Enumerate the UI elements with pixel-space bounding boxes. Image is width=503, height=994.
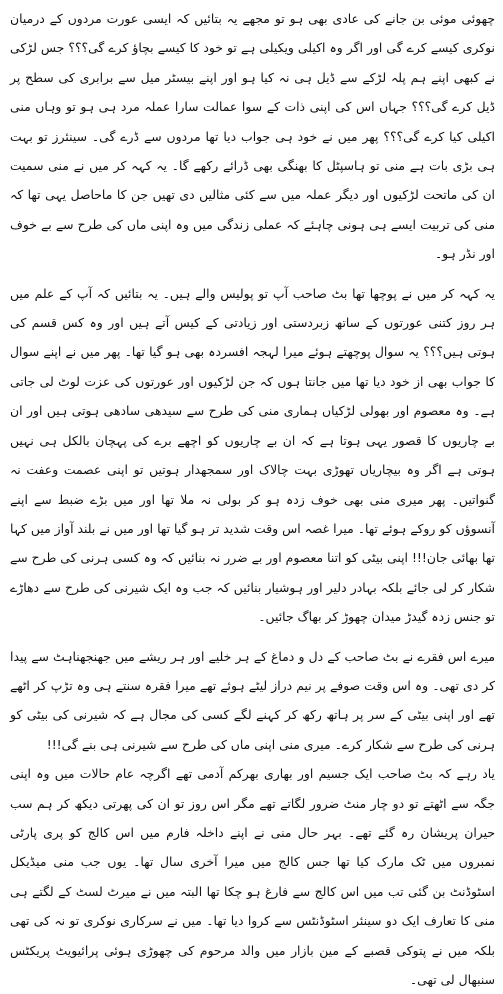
paragraph-gap	[10, 269, 495, 279]
paragraph-4: یاد رہے کہ بٹ صاحب ایک جسیم اور بھاری بھرکم آدمی تھے اگرچہ عام حالات میں وہ اپنی جگہ سے اٹھتے تو دو چار منٹ ضرور لگاتے تھے مگر اس روز تو ان کی پھرتی دیکھ کر ہم سب حیران پریشان رہ گئے تھے۔ بہر حال منی نے اپنے داخلہ فارم میں اس کالج کو پری پارٹی نمبروں میں ٹک مارک کیا تھا جس کالج میں میرا آخری سال تھا۔ یوں جب منی میڈیکل اسٹوڈنٹ بن گئی تب میں اس کالج سے فارغ ہو چکا تھا البتہ میں نے میرٹ لسٹ کے لگتے ہی منی کا تعارف ایک دو سینئر اسٹوڈنٹس سے کروا دیا تھا۔ میں نے سرکاری نوکری تو نہ کی تھی بلکہ میں نے پتوکی قصبے کے مین بازار میں والد مرحوم کی چھوڑی ہوئی پرائیویٹ پریکٹس سنبھال لی تھی۔	[10, 766, 495, 987]
paragraph-1: چھوئی موئی بن جانے کی عادی بھی ہو تو مجھے یہ بتائیں کہ ایسی عورت مردوں کے درمیان نوکری کیسے کرے گی اور اگر وہ اکیلی ویکیلی ہے تو خود کا کیسے بچاؤ کرے گی؟؟؟ جس لڑکی نے کبھی اپنے ہم پلہ لڑکے سے ڈیل ہی نہ کیا ہو اور اپنے بیسٹر میل سے برابری کی سطح پر ڈیل کرے گی؟؟؟ جہاں اس کی اپنی ذات کے سوا عمالت سارا عملہ مرد ہی ہو تو وہاں منی اکیلی کیا کرے گی؟؟؟ پھر میں نے خود ہی جواب دیا تھا مردوں سے ڈرے گی۔ سینئرز تو بہت ہی بڑی بات ہے منی تو ہاسپٹل کا بھنگی بھی ڈرائے رکھے گا۔ یہ کہہ کر میں نے منی سمیت ان کی ماتحت لڑکیوں اور دیگر عملہ میں سے کئی مثالیں دی تھیں جن کا ماحاصل یہی تھا کہ منی کی تربیت ایسے ہی ہونی چاہئے کہ عملی زندگی میں وہ اپنی ماں کی طرح سے بے خوف اور نڈر ہو۔	[10, 11, 495, 262]
paragraph-2: یہ کہہ کر میں نے پوچھا تھا بٹ صاحب آپ تو پولیس والے ہیں۔ یہ بتائیں کہ آپ کے علم میں ہر روز کتنی عورتوں کے ساتھ زبردستی اور زیادتی کے کیس آتے ہیں اور وہ کس قسم کی ہوتی ہیں؟؟؟ یہ سوال پوچھتے ہوئے میرا لہجہ افسردہ بھی ہو گیا تھا۔ پھر میں نے اپنے سوال کا جواب بھی از خود دیا تھا میں جانتا ہوں کہ جن لڑکیوں اور عورتوں کی عزت لوٹ لی جاتی ہے۔ وہ معصوم اور بھولی لڑکیاں ہماری منی کی طرح سے سیدھی سادھی ہوتی ہیں اور ان بے چاریوں کا قصور یہی ہوتا ہے کہ ان بے چاریوں کو اچھے برے کی پہچان بالکل ہی نہیں ہوتی ہے اگر وہ بیچاریاں تھوڑی بہت چالاک اور سمجھدار ہوتیں تو اپنی عصمت وعفت نہ گنواتیں۔ پھر میری منی بھی خوف زدہ ہو کر بولی نہ ملا تھا اور میں بڑے ضبط سے اپنے آنسوؤں کو روکے ہوئے تھا۔ میرا غصہ اس وقت شدید تر ہو گیا تھا اور میں نے بلند آواز میں کہا تھا بھائی جان!!! اپنی بیٹی کو اتنا معصوم اور بے ضرر نہ بنائیں کہ وہ کسی ہرنی کی طرح سے شکار کر لی جائے بلکہ بہادر دلیر اور ہوشیار بنائیں کہ جب وہ ایک شیرنی کی طرح سے دھاڑے تو جنس زدہ گیدڑ میدان چھوڑ کر بھاگ جائیں۔	[10, 285, 495, 625]
paragraph-3: میرے اس فقرے نے بٹ صاحب کے دل و دماغ کے ہر خلیے اور ہر ریشے میں جھنجھناہٹ سے پیدا کر دی تھی۔ وہ اس وقت صوفے پر نیم دراز لیٹے ہوئے تھے میرا فقرہ سنتے ہی وہ تڑپ کر اٹھے تھے اور اپنی بیٹی کے سر پر ہاتھ رکھ کر کہنے لگے کسی کی مجال ہے کہ شیرنی کی بیٹی کو ہرنی کی طرح سے شکار کرے۔ میری منی اپنی ماں کی طرح سے شیرنی ہی بنے گی!!!	[10, 648, 495, 752]
paragraph-gap	[10, 632, 495, 642]
